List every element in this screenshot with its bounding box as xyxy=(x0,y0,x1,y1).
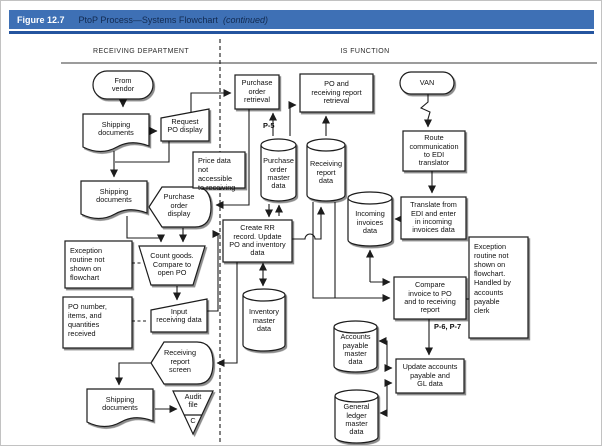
connector-label-p5: P-5 xyxy=(263,121,275,130)
manual-operation-count-goods xyxy=(139,246,205,285)
process-route-communication xyxy=(403,131,465,171)
display-receiving-report-screen xyxy=(151,342,213,384)
label-shipping-documents-1: Shipping documents xyxy=(98,119,134,137)
process-compare-invoice xyxy=(394,277,466,319)
label-audit-file: Audit file xyxy=(184,391,202,409)
label-create-rr: Create RR record. Update PO and inventory data xyxy=(229,223,286,258)
label-po-rr-retrieval: PO and receiving report retrieval xyxy=(311,79,362,106)
label-incoming-invoices-data: Incoming invoices data xyxy=(355,209,385,236)
process-translate-edi xyxy=(401,197,466,239)
process-update-ap-gl xyxy=(396,359,464,393)
datastore-ap-master xyxy=(334,321,377,372)
annotation-text-exception-ap: Exception routine not shown on flowchart. Handled by accounts payable clerk xyxy=(474,242,511,315)
label-po-master-data: Purchase order master data xyxy=(263,156,294,191)
figure-title-continued: (continued) xyxy=(222,14,268,25)
datastore-incoming-invoices xyxy=(348,192,392,246)
annotation-exception-receiving xyxy=(65,241,132,288)
document-shipping-2 xyxy=(81,181,147,219)
datastore-po-master xyxy=(261,139,296,201)
datastore-receiving-report xyxy=(307,139,345,201)
label-shipping-documents-2: Shipping documents xyxy=(96,186,132,204)
label-van: VAN xyxy=(419,77,435,87)
label-inventory-master-data: Inventory master data xyxy=(248,307,279,334)
annotation-exception-ap xyxy=(469,237,528,338)
document-shipping-1 xyxy=(83,114,149,152)
terminator-van xyxy=(400,72,454,94)
figure-number: Figure 12.7 xyxy=(17,14,65,25)
process-po-rr-retrieval xyxy=(300,74,373,112)
label-audit-file-section: C xyxy=(190,416,196,426)
flowchart-drawing xyxy=(1,1,602,446)
label-purchase-order-display: Purchase order display xyxy=(163,192,195,219)
figure-title-main: PtoP Process—Systems Flowchart xyxy=(78,14,218,25)
label-update-ap-gl: Update accounts payable and GL data xyxy=(402,362,458,389)
label-gl-master-data: General ledger master data xyxy=(343,402,370,437)
label-request-po-display: Request PO display xyxy=(167,116,203,134)
document-shipping-3 xyxy=(87,389,153,427)
process-create-rr xyxy=(223,220,292,262)
label-input-receiving-data: Input receiving data xyxy=(156,306,202,324)
datastore-inventory-master xyxy=(243,289,285,351)
annotation-po-number xyxy=(63,297,132,348)
connector-label-p6-p7: P-6, P-7 xyxy=(434,322,462,331)
offline-file-audit xyxy=(173,391,213,434)
label-translate-edi: Translate from EDI and enter in incoming invoices data xyxy=(410,200,457,235)
label-receiving-report-screen: Receiving report screen xyxy=(163,348,197,375)
label-shipping-documents-3: Shipping documents xyxy=(102,394,138,412)
process-purchase-order-retrieval xyxy=(235,75,279,109)
datastore-gl-master xyxy=(335,390,378,443)
annotation-text-exception-receiving: Exception routine not shown on flowchart xyxy=(70,246,105,283)
label-compare-invoice: Compare invoice to PO and to receiving report xyxy=(404,280,456,315)
label-ap-master-data: Accounts payable master data xyxy=(340,332,371,367)
label-count-goods: Count goods. Compare to open PO xyxy=(150,251,194,278)
annotation-text-po-number: PO number, items, and quantities received xyxy=(68,302,107,339)
terminator-from-vendor xyxy=(93,71,153,99)
label-purchase-order-retrieval: Purchase order retrieval xyxy=(241,78,273,105)
manual-input-receiving-data xyxy=(151,299,207,332)
column-header-is: IS FUNCTION xyxy=(340,48,390,55)
label-from-vendor: From vendor xyxy=(111,75,135,93)
annotation-price-data xyxy=(193,152,245,193)
annotation-text-price-data: Price data not accessible to receiving xyxy=(198,156,236,193)
display-purchase-order xyxy=(149,187,211,227)
label-receiving-report-data: Receiving report data xyxy=(309,159,343,186)
label-route-communication: Route communication to EDI translator xyxy=(409,133,459,168)
column-header-receiving: RECEIVING DEPARTMENT xyxy=(92,48,190,55)
manual-input-request-po-display xyxy=(161,109,209,141)
